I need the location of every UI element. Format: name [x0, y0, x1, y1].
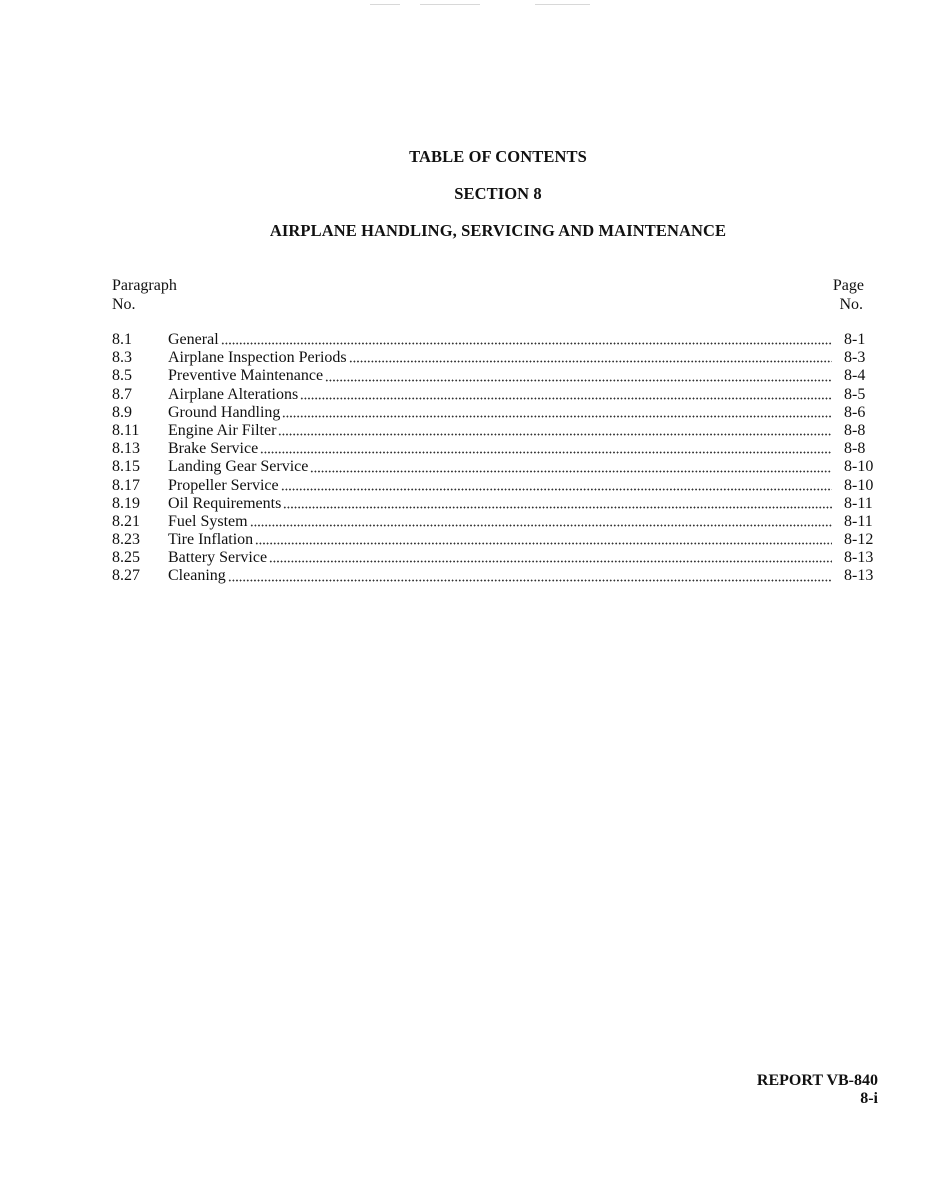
- toc-entry: [112, 549, 878, 567]
- dot-leader: [281, 479, 832, 491]
- toc-entry-title: General: [168, 331, 219, 348]
- toc-entry-title: Tire Inflation: [168, 531, 254, 549]
- toc-entry-title: Propeller Service: [168, 476, 279, 494]
- paragraph-header-line1: Paragraph: [112, 277, 177, 294]
- toc-entry-number: 8.9: [112, 403, 132, 421]
- toc-entry-number: 8.19: [112, 494, 140, 512]
- toc-entry-number: 8.23: [112, 531, 140, 549]
- toc-entry-number: 8.25: [112, 549, 140, 567]
- dot-leader: [260, 442, 832, 454]
- section-subtitle: AIRPLANE HANDLING, SERVICING AND MAINTENANCE: [269, 221, 727, 240]
- toc-entry-page: 8-6: [844, 403, 866, 421]
- dot-leader: [310, 461, 832, 473]
- dot-leader: [269, 551, 832, 563]
- dot-leader: [300, 388, 832, 400]
- toc-entry-title: Ground Handling: [168, 403, 281, 421]
- dot-leader: [255, 533, 832, 545]
- toc-entry-page: 8-11: [844, 512, 873, 530]
- dot-leader: [250, 515, 832, 527]
- toc-entry-page: 8-10: [844, 476, 874, 494]
- toc-entry-page: 8-12: [844, 531, 874, 549]
- scan-artifact: [535, 4, 590, 5]
- toc-entry-title: Oil Requirements: [168, 494, 282, 512]
- toc-entry-page: 8-3: [844, 349, 866, 367]
- toc-entry-number: 8.17: [112, 476, 140, 494]
- toc-entry-title: Fuel System: [168, 512, 248, 530]
- toc-entry-number: 8.5: [112, 367, 132, 385]
- toc-entry-number: 8.13: [112, 440, 140, 458]
- toc-entry: [112, 440, 878, 458]
- toc-entry-number: 8.3: [112, 349, 132, 367]
- toc-entry-number: 8.7: [112, 385, 132, 403]
- toc-entry-page: 8-13: [844, 567, 874, 585]
- page-number: 8-i: [860, 1090, 878, 1107]
- toc-entry: [112, 404, 878, 422]
- dot-leader: [282, 406, 832, 418]
- toc-entry: [112, 477, 878, 495]
- toc-entry-page: 8-10: [844, 458, 874, 476]
- toc-entry-title: Engine Air Filter: [168, 421, 277, 439]
- toc-entry-page: 8-13: [844, 549, 874, 567]
- toc-entry-title: Airplane Inspection Periods: [168, 349, 347, 367]
- dot-leader: [221, 333, 832, 345]
- toc-entry-page: 8-8: [844, 440, 866, 458]
- toc-entry: [112, 386, 878, 404]
- toc-entry-page: 8-5: [844, 385, 866, 403]
- toc-entry-page: 8-4: [844, 367, 866, 385]
- toc-entry: [112, 331, 878, 349]
- toc-entry: [112, 422, 878, 440]
- toc-entry-title: Preventive Maintenance: [168, 367, 324, 385]
- dot-leader: [278, 424, 832, 436]
- dot-leader: [325, 370, 832, 382]
- toc-entry-number: 8.1: [112, 331, 132, 348]
- dot-leader: [228, 570, 832, 582]
- toc-entry: [112, 495, 878, 513]
- toc-entry-number: 8.11: [112, 421, 140, 439]
- toc-entry-title: Airplane Alterations: [168, 385, 299, 403]
- toc-list: [112, 331, 878, 586]
- dot-leader: [283, 497, 832, 509]
- page-header-line2: No.: [839, 296, 863, 313]
- toc-entry-title: Brake Service: [168, 440, 259, 458]
- paragraph-header-line2: No.: [112, 296, 136, 313]
- scan-artifact: [420, 4, 480, 5]
- document-title: TABLE OF CONTENTS: [409, 147, 587, 166]
- toc-entry-title: Cleaning: [168, 567, 226, 585]
- toc-entry-page: 8-8: [844, 421, 866, 439]
- toc-entry-page: 8-11: [844, 494, 873, 512]
- toc-entry-title: Battery Service: [168, 549, 268, 567]
- toc-entry-number: 8.21: [112, 512, 140, 530]
- toc-entry: [112, 567, 878, 585]
- toc-entry-page: 8-1: [844, 331, 866, 348]
- toc-entry-title: Landing Gear Service: [168, 458, 309, 476]
- toc-entry: [112, 458, 878, 476]
- toc-entry: [112, 513, 878, 531]
- toc-entry: [112, 349, 878, 367]
- toc-entry: [112, 367, 878, 385]
- section-heading: SECTION 8: [454, 184, 542, 203]
- scan-artifact: [370, 4, 400, 5]
- page-header-line1: Page: [832, 277, 864, 294]
- report-number: REPORT VB-840: [756, 1072, 878, 1089]
- toc-entry-number: 8.15: [112, 458, 140, 476]
- dot-leader: [349, 351, 832, 363]
- toc-entry: [112, 531, 878, 549]
- toc-entry-number: 8.27: [112, 567, 140, 585]
- paragraph-column-header: [112, 276, 177, 314]
- page-column-header: [833, 276, 864, 314]
